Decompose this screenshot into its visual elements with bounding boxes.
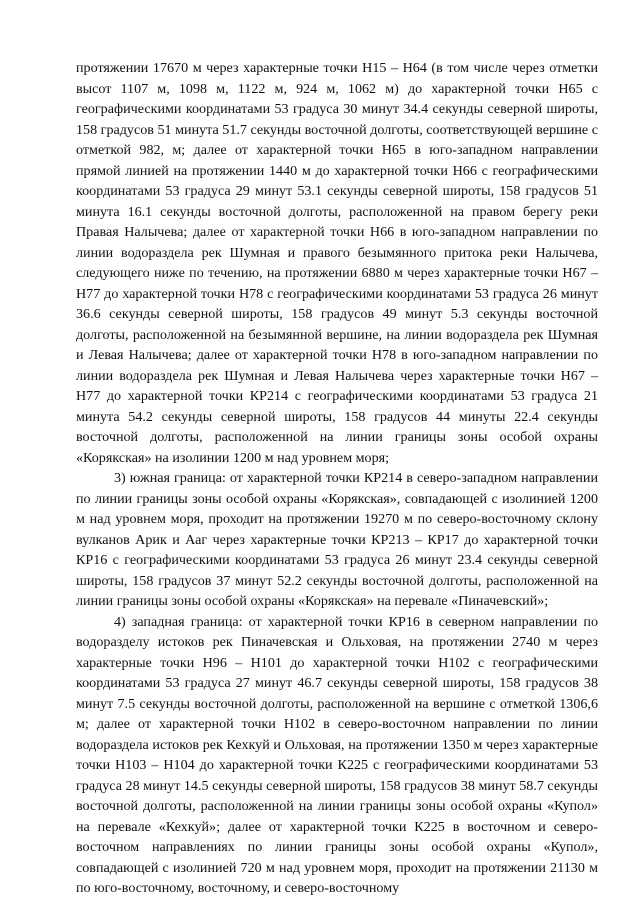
paragraph-continuation: протяжении 17670 м через характерные точки Н15 – Н64 (в том числе через отметки высот 1107 м, 1098 м, 1122 м, 924 м, 1062 м) до характерной точки Н65 с географическими координатами 53 градуса 30 минут 34.4 секунды северной широты, 158 градусов 51 минута 51.7 секунды восточной долготы, соответствующей вершине с отметкой 982, м; далее от характерной точки Н65 в юго-западном направлении прямой линией на протяжении 1440 м до характерной точки Н66 с географическими координатами 53 градуса 29 минут 53.1 секунды северной широты, 158 градусов 51 минута 16.1 секунды восточной долготы, расположенной на правом берегу реки Правая Налычева; далее от характерной точки Н66 в юго-западном направлении по линии водораздела рек Шумная и правого безымянного притока реки Налычева, следующего ниже по течению, на протяжении 6880 м через характерные точки Н67 – Н77 до характерной точки Н78 с географическими координатами 53 градуса 26 минут 36.6 секунды северной широты, 158 градусов 49 минут 5.3 секунды восточной долготы, расположенной на безымянной вершине, на линии водораздела рек Шумная и Левая Налычева; далее от характерной точки Н78 в юго-западном направлении по линии водораздела рек Шумная и Левая Налычева через характерные точки Н67 – Н77 до характерной точки КР214 с географическими координатами 53 градуса 21 минута 54.2 секунды северной широты, 158 градусов 44 минуты 22.4 секунды восточной долготы, расположенной на линии границы зоны особой охраны «Корякская» на изолинии 1200 м над уровнем моря; (76, 60, 598, 466)
paragraph-south-border: 3) южная граница: от характерной точки КР214 в северо-западном направлении по линии границы зоны особой охраны «Корякская», совпадающей с изолинией 1200 м над уровнем моря, проходит на протяжении 19270 м по северо-восточному склону вулканов Арик и Ааг через характерные точки КР213 – КР17 до характерной точки КР16 с географическими координатами 53 градуса 26 минут 23.4 секунды северной широты, 158 градусов 37 минут 52.2 секунды восточной долготы, расположенной на линии границы зоны особой охраны «Корякская» на перевале «Пиначевский»; (76, 470, 598, 609)
document-page (76, 58, 598, 899)
paragraph-west-border: 4) западная граница: от характерной точки КР16 в северном направлении по водоразделу истоков рек Пиначевская и Ольховая, на протяжении 2740 м через характерные точки Н96 – Н101 до характерной точки Н102 с географическими координатами 53 градуса 27 минут 46.7 секунды северной широты, 158 градусов 38 минут 7.5 секунды восточной долготы, расположенной на вершине с отметкой 1306,6 м; далее от характерной точки Н102 в северо-восточном направлении по линии водораздела истоков рек Кехкуй и Ольховая, на протяжении 1350 м через характерные точки Н103 – Н104 до характерной точки К225 с географическими координатами 53 градуса 28 минут 14.5 секунды северной широты, 158 градусов 38 минут 58.7 секунды восточной долготы, расположенной на линии границы зоны особой охраны «Купол» на перевале «Кехкуй»; далее от характерной точки К225 в восточном и северо-восточном направлениях по линии границы зоны особой охраны «Купол», совпадающей с изолинией 720 м над уровнем моря, проходит на протяжении 21130 м по юго-восточному, восточному, и северо-восточному (76, 613, 598, 896)
